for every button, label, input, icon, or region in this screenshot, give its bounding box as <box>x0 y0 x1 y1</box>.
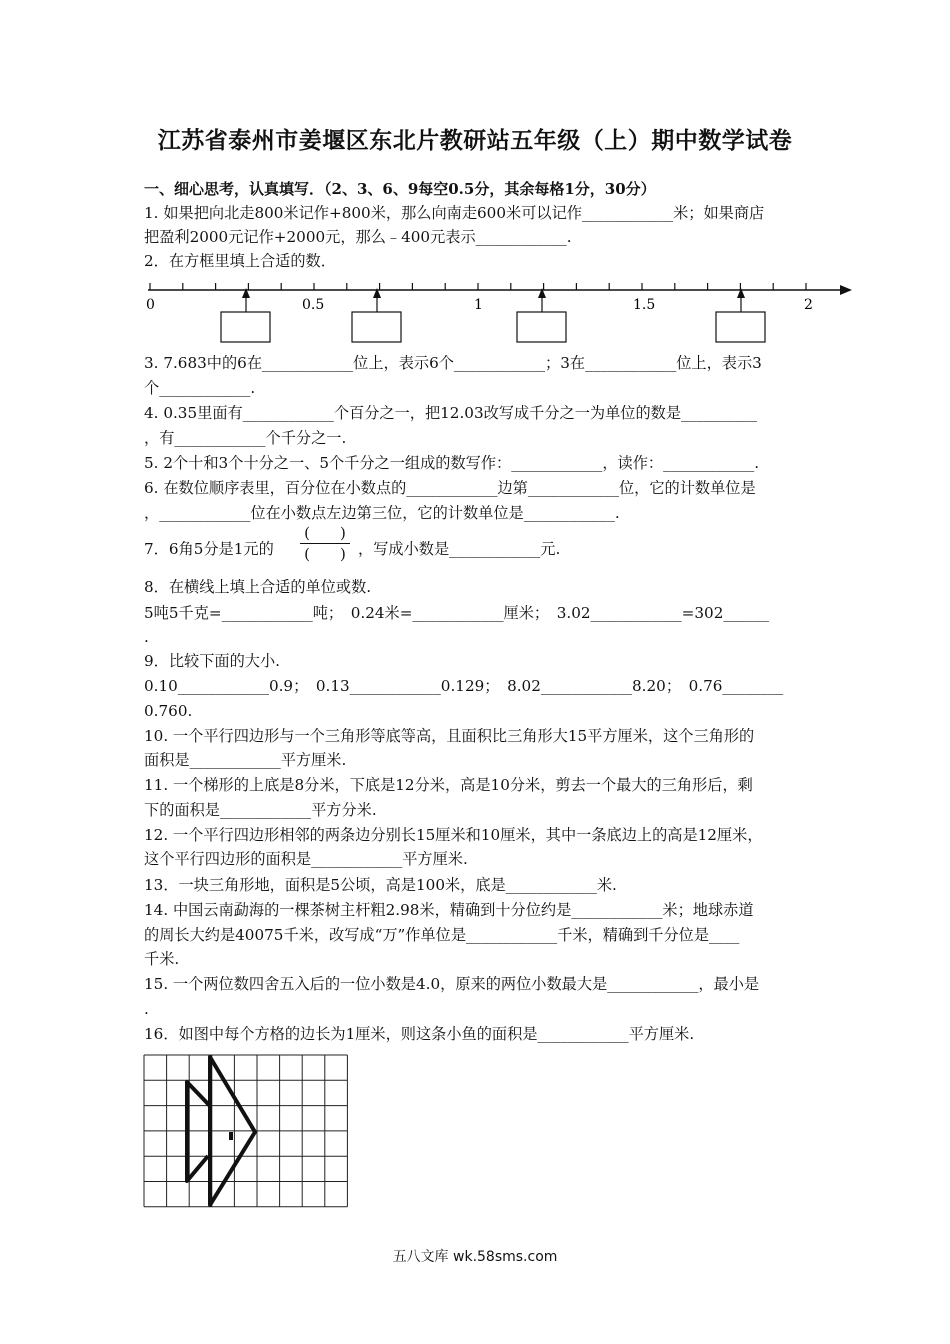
number-line-figure <box>140 276 860 346</box>
question-8-line-a: 5吨5千克=____________吨； 0.24米=____________厘米； 3.02____________=302______ <box>144 604 769 622</box>
question-14-line-b: 的周长大约是40075千米，改写成“万”作单位是____________千米，精确到千分位是____ <box>144 926 740 944</box>
answer-box-1 <box>221 312 270 342</box>
fish-eye <box>229 1132 233 1140</box>
question-15-line-a: 15. 一个两位数四舍五入后的一位小数是4.0，原来的两位小数最大是____________，最小是 <box>144 975 760 993</box>
question-4-line-b: ，有____________个千分之一. <box>144 429 347 447</box>
fraction-bar <box>300 543 350 544</box>
question-11-line-b: 下的面积是____________平方分米. <box>144 801 377 819</box>
answer-box-2 <box>352 312 401 342</box>
question-7-text-a: 7．6角5分是1元的 <box>144 540 274 558</box>
question-8: 8．在横线上填上合适的单位或数. <box>144 578 372 596</box>
answer-pointer-1 <box>221 288 270 342</box>
fish-tail-outline <box>187 1082 208 1181</box>
page-title: 江苏省泰州市姜堰区东北片教研站五年级（上）期中数学试卷 <box>157 127 793 154</box>
question-1-line-b: 把盈利2000元记作+2000元，那么﹣400元表示____________. <box>144 228 572 246</box>
answer-pointer-4 <box>716 288 765 342</box>
tick-label-2: 2 <box>804 297 813 313</box>
question-8-line-b: . <box>144 628 149 646</box>
question-9: 9．比较下面的大小. <box>144 652 280 670</box>
number-line-arrowhead <box>840 285 852 295</box>
fraction-denominator: ( ) <box>304 545 346 563</box>
question-6-line-a: 6. 在数位顺序表里，百分位在小数点的____________边第____________位，它的计数单位是 <box>144 479 756 497</box>
question-14-line-a: 14. 中国云南勐海的一棵茶树主杆粗2.98米，精确到十分位约是____________米；地球赤道 <box>144 901 754 919</box>
question-4-line-a: 4. 0.35里面有____________个百分之一，把12.03改写成千分之一为单位的数是__________ <box>144 404 757 422</box>
question-12-line-b: 这个平行四边形的面积是____________平方厘米. <box>144 850 468 868</box>
question-9-line-b: 0.760. <box>144 702 193 720</box>
question-10-line-a: 10. 一个平行四边形与一个三角形等底等高，且面积比三角形大15平方厘米，这个三角形的 <box>144 727 755 745</box>
answer-pointer-3 <box>517 288 566 342</box>
question-9-line-a: 0.10____________0.9； 0.13____________0.129； 8.02____________8.20； 0.76________ <box>144 677 784 695</box>
square-grid <box>144 1055 347 1207</box>
question-14-line-c: 千米. <box>144 950 180 968</box>
tick-label-1-5: 1.5 <box>633 297 656 313</box>
question-16: 16．如图中每个方格的边长为1厘米，则这条小鱼的面积是____________平方厘米. <box>144 1025 695 1043</box>
question-2: 2．在方框里填上合适的数． <box>144 252 336 270</box>
answer-box-4 <box>716 312 765 342</box>
question-1-line-a: 1. 如果把向北走800米记作+800米，那么向南走600米可以记作____________米；如果商店 <box>144 204 765 222</box>
fraction-numerator: ( ) <box>304 524 346 542</box>
question-6-line-b: ，____________位在小数点左边第三位，它的计数单位是____________. <box>144 504 620 522</box>
fraction-blank <box>296 524 354 564</box>
question-11-line-a: 11. 一个梯形的上底是8分米，下底是12分米，高是10分米，剪去一个最大的三角形后，剩 <box>144 776 753 794</box>
question-3-line-b: 个____________. <box>144 379 256 397</box>
fish-tail-top <box>187 1082 210 1106</box>
question-7-text-b: ，写成小数是____________元. <box>358 540 561 558</box>
question-13: 13．一块三角形地，面积是5公顷，高是100米，底是____________米. <box>144 876 617 894</box>
question-10-line-b: 面积是____________平方厘米. <box>144 751 347 769</box>
tick-label-0-5: 0.5 <box>302 297 325 313</box>
tick-label-0: 0 <box>146 297 155 313</box>
number-line-ticks <box>150 283 806 290</box>
section-heading-1: 一、细心思考，认真填写．（2、3、6、9每空0.5分，其余每格1分，30分） <box>144 180 656 198</box>
answer-pointer-2 <box>352 288 401 342</box>
footer-watermark: 五八文库 wk.58sms.com <box>392 1249 558 1265</box>
question-15-line-b: . <box>144 1000 149 1018</box>
fish-grid-figure <box>143 1054 349 1210</box>
question-12-line-a: 12. 一个平行四边形相邻的两条边分别长15厘米和10厘米，其中一条底边上的高是12厘米， <box>144 826 763 844</box>
tick-label-1: 1 <box>474 297 483 313</box>
question-5: 5. 2个十和3个十分之一、5个千分之一组成的数写作：____________，读作：____________. <box>144 454 760 472</box>
answer-box-3 <box>517 312 566 342</box>
question-3-line-a: 3. 7.683中的6在____________位上，表示6个____________；3在____________位上，表示3 <box>144 354 762 372</box>
